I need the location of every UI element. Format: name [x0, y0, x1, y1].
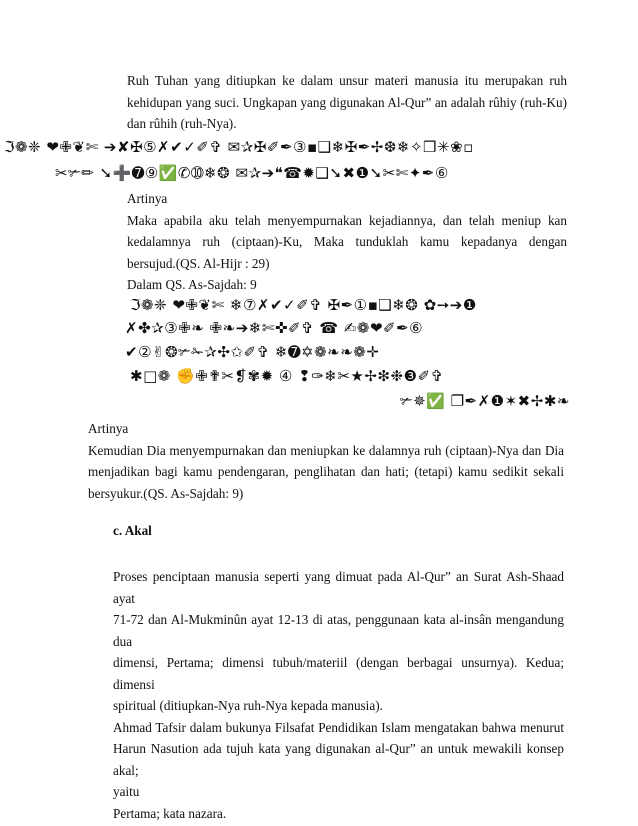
text-line: menjadikan bagi kamu pendengaran, penglihatan dan hati; (tetapi) kamu sedikit sekali [88, 464, 564, 479]
text-line: bersujud.(QS. Al-Hijr : 29) [127, 255, 270, 271]
text-line: Pertama; kata nazara. [113, 805, 227, 821]
text-line: Dalam QS. As-Sajdah: 9 [127, 277, 257, 292]
arabic-verse-line: ✗✤✰③✙❧ ✙❧➔❄✄✜✐✞ ☎ ✍❁❤✐✒⑥ [125, 319, 424, 337]
text-line: Ruh Tuhan yang ditiupkan ke dalam unsur materi manusia itu merupakan ruh [127, 73, 567, 88]
arabic-verse-line: ℑ❁❈ ❤✙❦✄ ➔✘✠⑤✗✔✓✐✞ ✉✰✠✐✒③▪❑❄✠✒✢❆❄✧❒✳❀▫ [4, 138, 474, 156]
intro-paragraph [127, 70, 567, 135]
arabic-verse-line: ✂✃✏ ➘➕➐⑨✅✆➉❄❂ ✉✰➔❝☎✹❑➘✖❶➘✂✄✦✒⑥ [55, 164, 449, 182]
translation-paragraph [88, 418, 564, 504]
text-line: Proses penciptaan manusia seperti yang dimuat pada Al-Qur” an Surat Ash-Shaad ayat [113, 569, 564, 606]
translation-paragraph [127, 188, 567, 296]
body-paragraph [113, 566, 564, 824]
arabic-verse-line: ℑ❁❈ ❤✙❦✄ ❄⑦✗✔✓✐✞ ✠✒①▪❑❄❂ ✿➙➔❶ [130, 296, 477, 314]
text-line: Ahmad Tafsir dalam bukunya Filsafat Pendidikan Islam mengatakan bahwa menurut [113, 719, 564, 735]
text-line: Harun Nasution ada tujuh kata yang digunakan al-Qur” an untuk mewakili konsep akal; [113, 741, 564, 778]
section-heading: c. Akal [113, 523, 152, 538]
arabic-verse-line: ✔②✌❂✃✁✰✣✩✐✞ ❄➐✡❁❧❧❁✛ [125, 343, 380, 361]
text-line: spiritual (ditiupkan-Nya ruh-Nya kepada manusia). [113, 698, 383, 713]
artinya-label: Artinya [88, 421, 129, 436]
arabic-verse-line: ✃✵✅ ❐✒✗❶✶✖✢✱❧ [400, 392, 570, 410]
text-line: kedalamnya ruh (ciptaan)-Ku, Maka tunduklah kamu kepadanya dengan [127, 234, 567, 249]
text-line: 71-72 dan Al-Mukminûn ayat 12-13 di atas, penggunaan kata al-insân mengandung dua [113, 612, 564, 649]
text-line: Kemudian Dia menyempurnakan dan meniupkan ke dalamnya ruh (ciptaan)-Nya dan Dia [88, 442, 564, 458]
artinya-label: Artinya [127, 191, 168, 206]
text-line: yaitu [113, 784, 140, 799]
text-line: Maka apabila aku telah menyempurnakan kejadiannya, dan telah meniup kan [127, 212, 567, 228]
text-line: dan rûhih (ruh-Nya). [127, 116, 237, 131]
text-line: dimensi, Pertama; dimensi tubuh/materiil (dengan berbagai unsurnya). Kedua; dimensi [113, 655, 564, 692]
text-line: bersyukur.(QS. As-Sajdah: 9) [88, 485, 244, 501]
arabic-verse-line: ✱□❁ ✊✙✟✂❡✾✹ ④ ❢✑❄✂★✢❇❉❸✐✞ [130, 367, 444, 385]
text-line: kehidupan yang suci. Ungkapan yang digunakan Al-Qur” an adalah rûhiy (ruh-Ku) [127, 94, 567, 110]
